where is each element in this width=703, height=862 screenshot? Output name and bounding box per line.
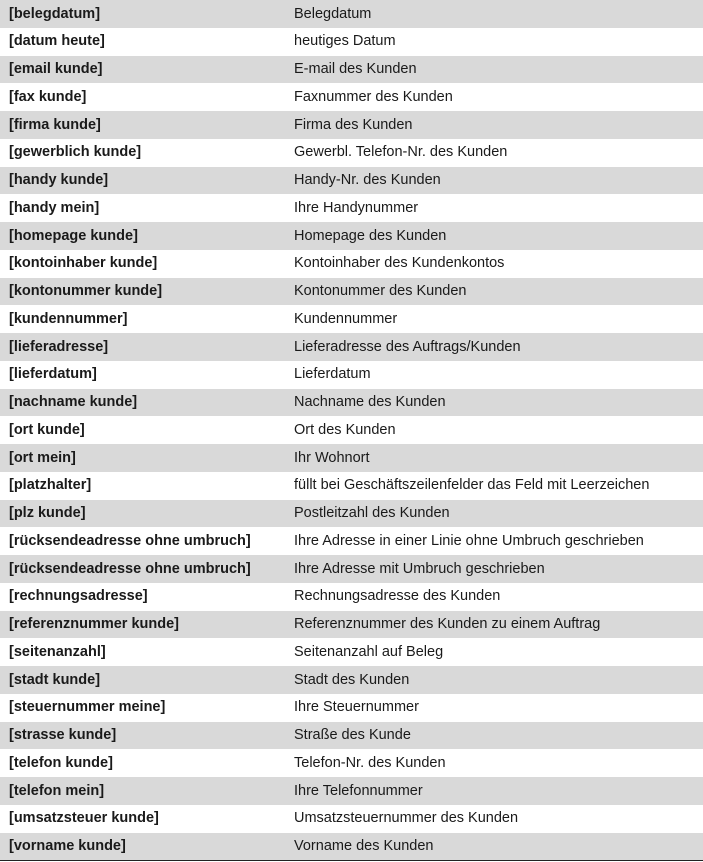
table-row [0,638,703,666]
placeholder-description: Vorname des Kunden [294,838,434,855]
placeholder-description: Stadt des Kunden [294,671,410,688]
placeholder-key: [platzhalter] [9,477,92,494]
placeholder-description: heutiges Datum [294,33,396,50]
table-row [0,527,703,555]
placeholder-key: [handy mein] [9,199,100,216]
placeholder-description: E-mail des Kunden [294,61,417,78]
placeholder-description: Homepage des Kunden [294,227,447,244]
table-row [0,805,703,833]
placeholder-key: [homepage kunde] [9,227,138,244]
placeholder-description: Rechnungsadresse des Kunden [294,588,501,605]
placeholder-description: Ihre Adresse in einer Linie ohne Umbruch geschrieben [294,532,644,549]
placeholder-key: [strasse kunde] [9,727,117,744]
table-row [0,361,703,389]
table-row [0,416,703,444]
placeholder-key: [email kunde] [9,61,103,78]
table-row [0,500,703,528]
table-row [0,167,703,195]
placeholder-description: Ihre Adresse mit Umbruch geschrieben [294,560,545,577]
placeholder-description: Kontoinhaber des Kundenkontos [294,255,505,272]
placeholder-key: [datum heute] [9,33,105,50]
table-row [0,444,703,472]
placeholder-key: [ort mein] [9,449,76,466]
table-row [0,555,703,583]
placeholder-description: Kundennummer [294,310,398,327]
table-row [0,83,703,111]
table-row [0,833,703,862]
placeholder-key: [rechnungsadresse] [9,588,148,605]
table-row [0,583,703,611]
placeholder-description: Ihre Telefonnummer [294,782,423,799]
table-row [0,278,703,306]
placeholder-key: [telefon kunde] [9,754,113,771]
placeholder-description: Ihre Handynummer [294,199,419,216]
placeholder-description: Belegdatum [294,5,372,22]
placeholder-description: Firma des Kunden [294,116,413,133]
placeholder-key: [steuernummer meine] [9,699,166,716]
placeholder-description: Lieferdatum [294,366,371,383]
placeholder-key: [kundennummer] [9,310,128,327]
table-row [0,222,703,250]
placeholder-key: [ort kunde] [9,421,85,438]
table-row [0,194,703,222]
placeholder-key: [handy kunde] [9,172,109,189]
table-row [0,666,703,694]
placeholder-description: Lieferadresse des Auftrags/Kunden [294,338,521,355]
placeholder-description: Nachname des Kunden [294,394,446,411]
placeholder-key: [umsatzsteuer kunde] [9,810,159,827]
placeholder-key: [fax kunde] [9,88,87,105]
placeholder-description: Ihr Wohnort [294,449,370,466]
table-row [0,28,703,56]
placeholder-description: Gewerbl. Telefon-Nr. des Kunden [294,144,508,161]
placeholder-description: Handy-Nr. des Kunden [294,172,441,189]
placeholder-key: [nachname kunde] [9,394,138,411]
placeholder-key: [kontoinhaber kunde] [9,255,158,272]
placeholder-description: Ort des Kunden [294,421,396,438]
placeholder-key: [lieferadresse] [9,338,109,355]
table-row [0,749,703,777]
table-row [0,472,703,500]
placeholder-key: [plz kunde] [9,505,86,522]
placeholder-key: [rücksendeadresse ohne umbruch] [9,560,251,577]
table-row [0,0,703,28]
placeholder-key: [rücksendeadresse ohne umbruch] [9,532,251,549]
table-row [0,333,703,361]
placeholder-description: Faxnummer des Kunden [294,88,453,105]
placeholder-description: Kontonummer des Kunden [294,283,467,300]
table-row [0,305,703,333]
placeholder-description: Seitenanzahl auf Beleg [294,643,444,660]
placeholder-key: [seitenanzahl] [9,643,106,660]
placeholder-key: [firma kunde] [9,116,101,133]
table-row [0,56,703,84]
placeholder-key: [stadt kunde] [9,671,101,688]
placeholder-key: [lieferdatum] [9,366,97,383]
placeholder-description: Telefon-Nr. des Kunden [294,754,446,771]
placeholder-key: [telefon mein] [9,782,105,799]
table-row [0,722,703,750]
placeholder-description: Referenznummer des Kunden zu einem Auftrag [294,616,601,633]
placeholder-description: Straße des Kunde [294,727,411,744]
table-row [0,777,703,805]
placeholder-key: [gewerblich kunde] [9,144,142,161]
table-row [0,611,703,639]
placeholder-description: Umsatzsteuernummer des Kunden [294,810,519,827]
table-row [0,250,703,278]
placeholder-key: [kontonummer kunde] [9,283,163,300]
placeholder-key: [referenznummer kunde] [9,616,180,633]
placeholder-key: [belegdatum] [9,5,101,22]
placeholder-key: [vorname kunde] [9,838,126,855]
placeholder-description: Ihre Steuernummer [294,699,419,716]
table-row [0,389,703,417]
table-row [0,139,703,167]
placeholder-description: Postleitzahl des Kunden [294,505,450,522]
placeholder-description: füllt bei Geschäftszeilenfelder das Feld mit Leerzeichen [294,477,650,494]
table-row [0,694,703,722]
table-row [0,111,703,139]
